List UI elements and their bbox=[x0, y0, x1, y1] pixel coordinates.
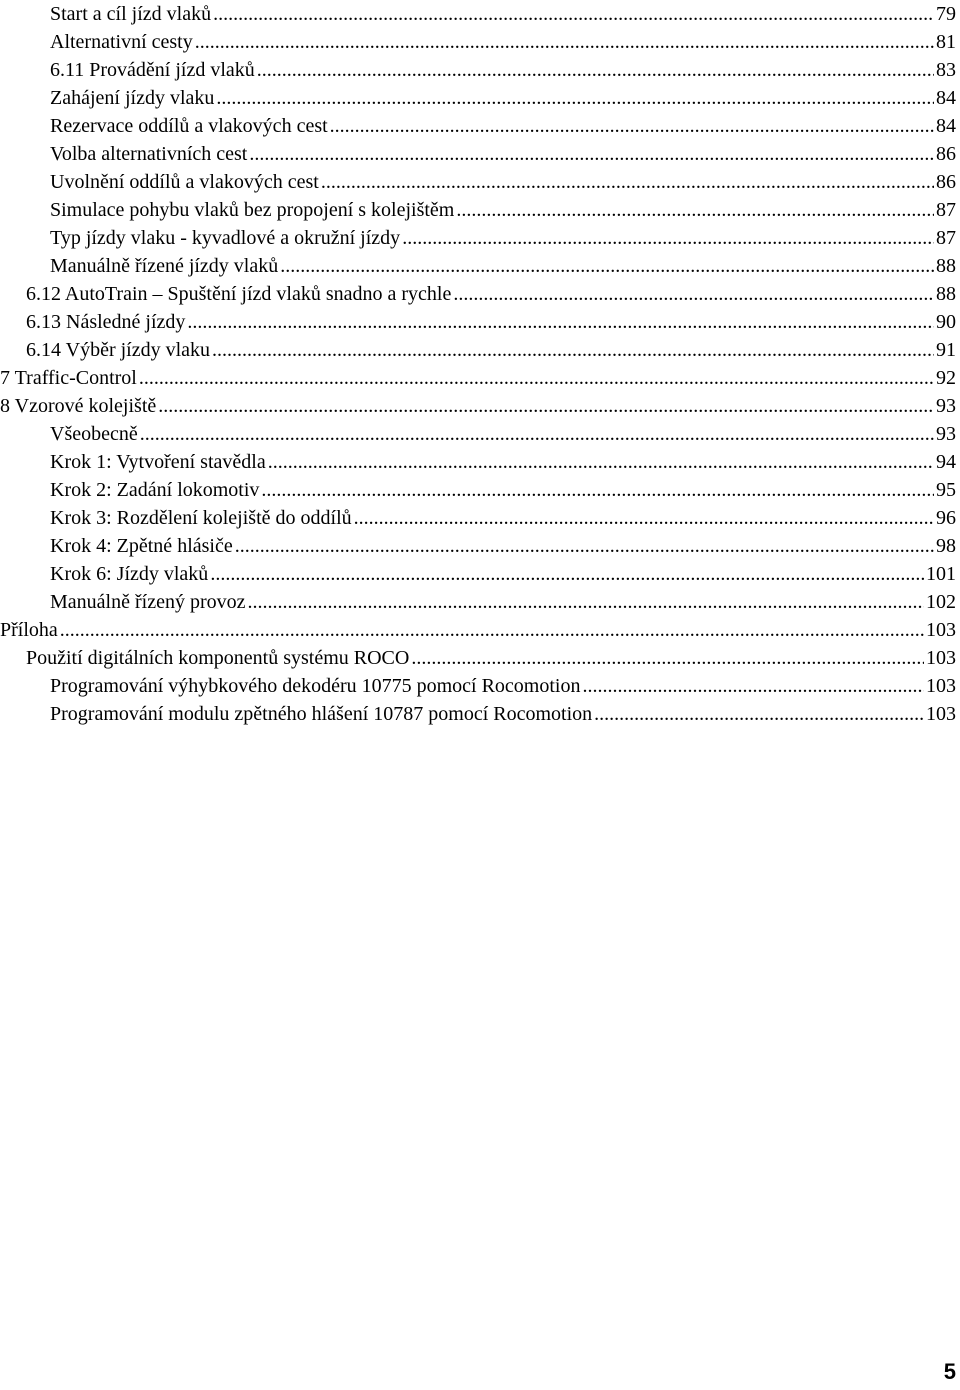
toc-entry-page: 88 bbox=[936, 255, 956, 277]
dot-leader bbox=[453, 280, 934, 308]
toc-entry-title: Alternativní cesty bbox=[50, 31, 193, 53]
toc-entry[interactable] bbox=[0, 532, 956, 560]
toc-entry-title: 6.11 Provádění jízd vlaků bbox=[50, 59, 255, 81]
dot-leader bbox=[268, 448, 934, 476]
toc-entry-title: Programování výhybkového dekodéru 10775 pomocí Rocomotion bbox=[50, 675, 581, 697]
dot-leader bbox=[354, 504, 934, 532]
toc-entry-page: 84 bbox=[936, 87, 956, 109]
dot-leader bbox=[247, 588, 924, 616]
dot-leader bbox=[257, 56, 934, 84]
toc-entry-title: Krok 2: Zadání lokomotiv bbox=[50, 479, 260, 501]
toc-entry[interactable] bbox=[0, 84, 956, 112]
dot-leader bbox=[280, 252, 934, 280]
dot-leader bbox=[216, 84, 934, 112]
toc-entry[interactable] bbox=[0, 392, 956, 420]
dot-leader bbox=[187, 308, 934, 336]
toc-entry-title: Použití digitálních komponentů systému ROCO bbox=[26, 647, 410, 669]
dot-leader bbox=[321, 168, 934, 196]
toc-entry-title: Programování modulu zpětného hlášení 10787 pomocí Rocomotion bbox=[50, 703, 593, 725]
toc-entry-title: Manuálně řízený provoz bbox=[50, 591, 246, 613]
toc-entry[interactable] bbox=[0, 224, 956, 252]
toc-entry-title: 7 Traffic-Control bbox=[0, 367, 137, 389]
toc-entry-title: Uvolnění oddílů a vlakových cest bbox=[50, 171, 319, 193]
toc-entry-page: 87 bbox=[936, 227, 956, 249]
toc-entry[interactable] bbox=[0, 448, 956, 476]
toc-entry[interactable] bbox=[0, 28, 956, 56]
toc-entry-page: 87 bbox=[936, 199, 956, 221]
toc-entry-title: 6.14 Výběr jízdy vlaku bbox=[26, 339, 211, 361]
toc-entry-page: 86 bbox=[936, 171, 956, 193]
dot-leader bbox=[411, 644, 924, 672]
toc-entry[interactable] bbox=[0, 308, 956, 336]
toc-entry[interactable] bbox=[0, 588, 956, 616]
toc-entry[interactable] bbox=[0, 364, 956, 392]
toc-entry[interactable] bbox=[0, 0, 956, 28]
dot-leader bbox=[140, 420, 934, 448]
toc-entry-page: 90 bbox=[936, 311, 956, 333]
toc-entry-title: Simulace pohybu vlaků bez propojení s kolejištěm bbox=[50, 199, 455, 221]
toc-entry-page: 103 bbox=[926, 703, 956, 725]
toc-entry-page: 103 bbox=[926, 675, 956, 697]
dot-leader bbox=[402, 224, 934, 252]
page-number: 5 bbox=[943, 1359, 956, 1384]
toc-entry-page: 95 bbox=[936, 479, 956, 501]
toc-entry[interactable] bbox=[0, 672, 956, 700]
dot-leader bbox=[594, 700, 924, 728]
toc-entry-page: 96 bbox=[936, 507, 956, 529]
toc-entry[interactable] bbox=[0, 420, 956, 448]
toc-entry-title: Všeobecně bbox=[50, 423, 138, 445]
toc-entry-page: 84 bbox=[936, 115, 956, 137]
dot-leader bbox=[195, 28, 934, 56]
dot-leader bbox=[330, 112, 934, 140]
toc-entry-title: Rezervace oddílů a vlakových cest bbox=[50, 115, 328, 137]
toc-entry[interactable] bbox=[0, 644, 956, 672]
dot-leader bbox=[261, 476, 934, 504]
toc-entry[interactable] bbox=[0, 252, 956, 280]
toc-entry[interactable] bbox=[0, 56, 956, 84]
toc-entry-title: Příloha bbox=[0, 619, 58, 641]
toc-entry-title: Volba alternativních cest bbox=[50, 143, 248, 165]
toc-entry-title: Typ jízdy vlaku - kyvadlové a okružní jízdy bbox=[50, 227, 401, 249]
toc-entry-title: 8 Vzorové kolejiště bbox=[0, 395, 157, 417]
toc-entry-page: 92 bbox=[936, 367, 956, 389]
toc-entry-page: 102 bbox=[926, 591, 956, 613]
dot-leader bbox=[235, 532, 934, 560]
toc-entry-title: 6.12 AutoTrain – Spuštění jízd vlaků snadno a rychle bbox=[26, 283, 452, 305]
toc-entry-title: Start a cíl jízd vlaků bbox=[50, 3, 212, 25]
toc-entry[interactable] bbox=[0, 476, 956, 504]
toc-entry[interactable] bbox=[0, 504, 956, 532]
toc-entry-page: 103 bbox=[926, 647, 956, 669]
toc-entry-page: 81 bbox=[936, 31, 956, 53]
dot-leader bbox=[213, 0, 934, 28]
toc-entry-title: Krok 3: Rozdělení kolejiště do oddílů bbox=[50, 507, 352, 529]
dot-leader bbox=[249, 140, 934, 168]
toc-entry-title: Krok 1: Vytvoření stavědla bbox=[50, 451, 266, 473]
dot-leader bbox=[60, 616, 924, 644]
toc-entry-page: 86 bbox=[936, 143, 956, 165]
dot-leader bbox=[582, 672, 924, 700]
dot-leader bbox=[456, 196, 934, 224]
toc-entry-page: 94 bbox=[936, 451, 956, 473]
toc-entry-page: 83 bbox=[936, 59, 956, 81]
dot-leader bbox=[158, 392, 934, 420]
toc-entry[interactable] bbox=[0, 616, 956, 644]
toc-entry-page: 98 bbox=[936, 535, 956, 557]
toc-entry-page: 79 bbox=[936, 3, 956, 25]
toc-entry-title: Krok 6: Jízdy vlaků bbox=[50, 563, 209, 585]
toc-entry[interactable] bbox=[0, 112, 956, 140]
toc-entry[interactable] bbox=[0, 140, 956, 168]
toc-entry-title: 6.13 Následné jízdy bbox=[26, 311, 186, 333]
toc-entry[interactable] bbox=[0, 168, 956, 196]
dot-leader bbox=[212, 336, 934, 364]
toc-entry-page: 93 bbox=[936, 395, 956, 417]
toc-entry-page: 88 bbox=[936, 283, 956, 305]
toc-entry-title: Manuálně řízené jízdy vlaků bbox=[50, 255, 279, 277]
dot-leader bbox=[210, 560, 924, 588]
toc-entry-page: 91 bbox=[936, 339, 956, 361]
toc-entry[interactable] bbox=[0, 280, 956, 308]
toc-entry-page: 101 bbox=[926, 563, 956, 585]
toc-entry[interactable] bbox=[0, 196, 956, 224]
dot-leader bbox=[139, 364, 934, 392]
toc-entry[interactable] bbox=[0, 700, 956, 728]
toc-entry-title: Krok 4: Zpětné hlásiče bbox=[50, 535, 233, 557]
toc-entry-title: Zahájení jízdy vlaku bbox=[50, 87, 215, 109]
toc-entry[interactable] bbox=[0, 560, 956, 588]
toc-entry[interactable] bbox=[0, 336, 956, 364]
toc-entry-page: 93 bbox=[936, 423, 956, 445]
toc-entry-page: 103 bbox=[926, 619, 956, 641]
